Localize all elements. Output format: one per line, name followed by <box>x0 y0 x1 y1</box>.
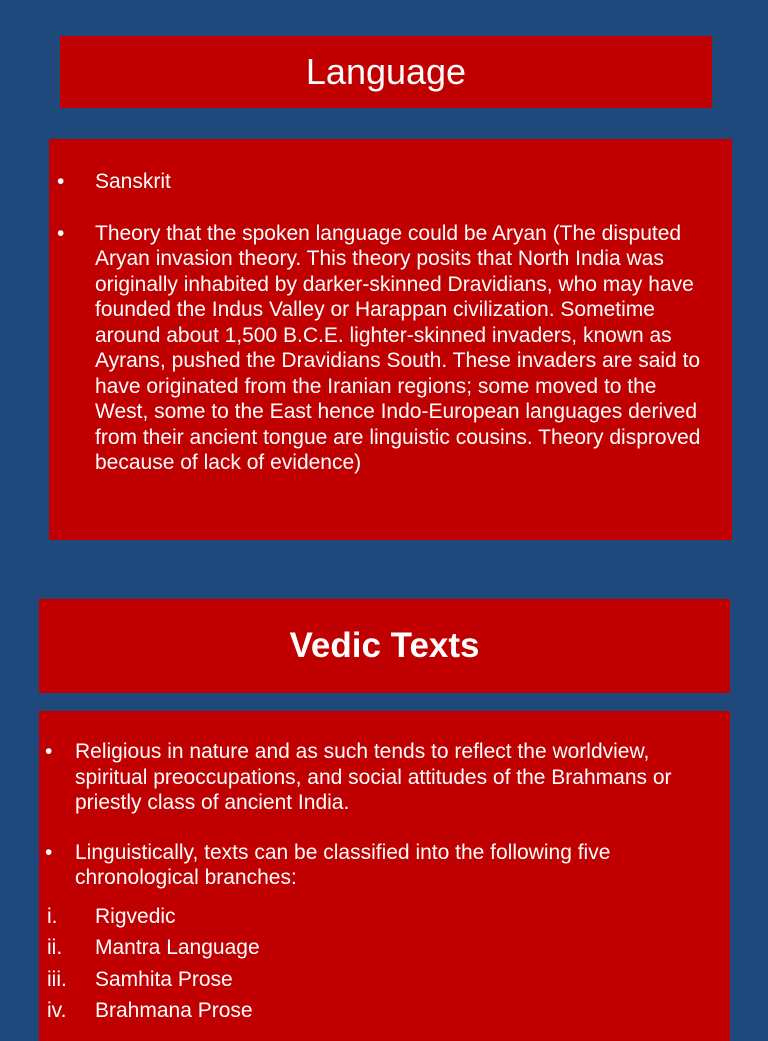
vedic-texts-content-box <box>39 711 730 1041</box>
bullet-text: Religious in nature and as such tends to reflect the worldview, spiritual preoccupations, and social attitudes of the Brahmans or priestly class of ancient India. <box>75 740 672 814</box>
language-title-box <box>60 36 712 108</box>
bullet-text: Theory that the spoken language could be Aryan (The disputed Aryan invasion theory. This theory posits that North India was originally inhabited by darker-skinned Dravidians, who may have founded the Indus Valley or Harappan civilization. Sometime around about 1,500 B.C.E. lighter-skinned invaders, known as Ayrans, pushed the Dravidians South. These invaders are said to have originated from the Iranian regions; some moved to the West, some to the East hence Indo-European languages derived from their ancient tongue are linguistic cousins. Theory disproved because of lack of evidence) <box>95 221 701 474</box>
list-text: Brahmana Prose <box>95 999 253 1022</box>
vedic-texts-title-box <box>39 599 730 693</box>
list-item <box>39 901 710 933</box>
list-text: Mantra Language <box>95 936 260 959</box>
bullet-icon: • <box>57 170 65 193</box>
bullet-item <box>39 739 710 816</box>
list-number: iii. <box>47 967 67 991</box>
language-content-box <box>49 139 732 540</box>
list-item <box>39 964 710 996</box>
bullet-text: Sanskrit <box>95 170 171 193</box>
bullet-text: Linguistically, texts can be classified into the following five chronological branches: <box>75 840 611 889</box>
vedic-texts-title: Vedic Texts <box>289 626 480 665</box>
list-text: Rigvedic <box>95 904 176 928</box>
bullet-icon: • <box>45 840 53 864</box>
list-text: Samhita Prose <box>95 967 233 991</box>
list-number: iv. <box>47 999 67 1022</box>
bullet-item <box>39 840 710 891</box>
language-title: Language <box>305 51 467 92</box>
list-item <box>39 995 710 1027</box>
list-number: i. <box>47 904 58 928</box>
bullet-icon: • <box>45 740 53 763</box>
bullet-item <box>49 169 702 195</box>
bullet-icon: • <box>57 221 65 245</box>
list-item <box>39 932 710 964</box>
list-number: ii. <box>47 936 63 959</box>
branches-list <box>39 901 710 1027</box>
bullet-item <box>49 221 702 476</box>
